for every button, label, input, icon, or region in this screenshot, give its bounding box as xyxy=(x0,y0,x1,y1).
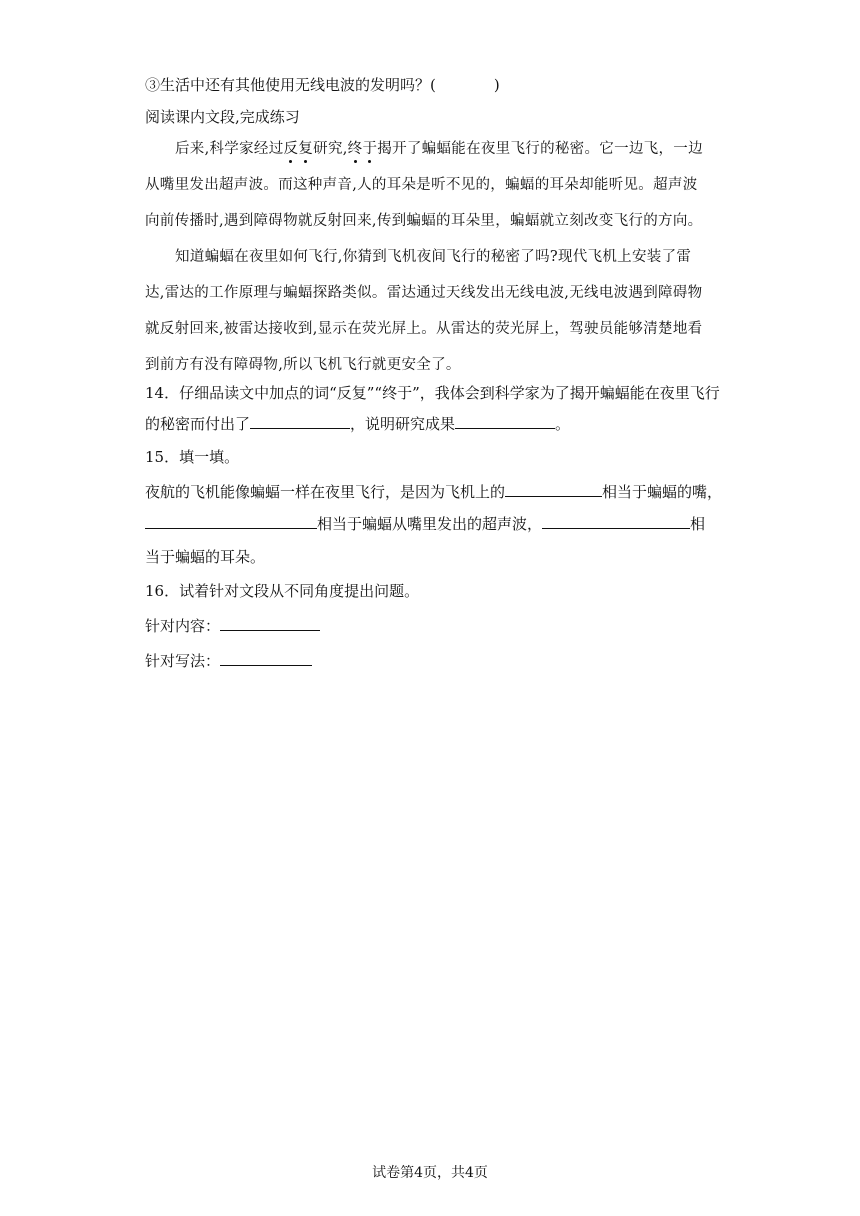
method-label: 针对写法： xyxy=(145,652,221,670)
answer-blank-5[interactable] xyxy=(542,513,690,529)
question-13-3-close: ) xyxy=(493,76,500,94)
answer-blank-1[interactable] xyxy=(250,413,350,429)
question-14-line2 xyxy=(145,413,570,434)
question-text: 相当于蝙蝠的嘴， xyxy=(602,483,723,501)
question-15-line3: 当于蝙蝠的耳朵。 xyxy=(145,548,266,566)
passage-text: 揭开了蝙蝠能在夜里飞行的秘密。它一边飞，一边 xyxy=(377,141,703,157)
dotted-char-fan: 反 xyxy=(283,141,299,157)
answer-blank-2[interactable] xyxy=(455,413,555,429)
question-15-title: 15．填一填。 xyxy=(145,448,240,466)
question-15-line2 xyxy=(145,513,705,534)
passage-p1-line1 xyxy=(175,139,703,159)
question-16-content xyxy=(145,615,320,636)
dotted-char-yu: 于 xyxy=(362,141,378,157)
question-text: 的秘密而付出了 xyxy=(145,415,251,433)
question-text: 相当于蝙蝠从嘴里发出的超声波， xyxy=(317,515,543,533)
passage-p2-line1: 知道蝙蝠在夜里如何飞行,你猜到飞机夜间飞行的秘密了吗?现代飞机上安装了雷 xyxy=(175,249,692,265)
question-15-line1 xyxy=(145,481,722,502)
question-text: ，说明研究成果 xyxy=(350,415,456,433)
passage-text: 研究, xyxy=(313,141,348,157)
question-text: 相 xyxy=(690,515,706,533)
dotted-char-fu: 复 xyxy=(298,141,314,157)
passage-p1-line3: 向前传播时,遇到障碍物就反射回来,传到蝙蝠的耳朵里，蝙蝠就立刻改变飞行的方向。 xyxy=(145,213,703,229)
question-text: 。 xyxy=(555,415,571,433)
content-label: 针对内容： xyxy=(145,617,221,635)
passage-p2-line4: 到前方有没有障碍物,所以飞机飞行就更安全了。 xyxy=(145,357,461,373)
passage-p2-line2: 达,雷达的工作原理与蝙蝠探路类似。雷达通过天线发出无线电波,无线电波遇到障碍物 xyxy=(145,285,703,301)
dotted-char-zhong: 终 xyxy=(347,141,363,157)
answer-blank-4[interactable] xyxy=(145,513,317,529)
reading-instruction: 阅读课内文段,完成练习 xyxy=(145,108,300,126)
passage-p2-line3: 就反射回来,被雷达接收到,显示在荧光屏上。从雷达的荧光屏上，驾驶员能够清楚地看 xyxy=(145,321,703,337)
answer-blank-3[interactable] xyxy=(505,481,602,497)
question-13-3-text: ③生活中还有其他使用无线电波的发明吗？( xyxy=(145,76,436,94)
question-13-3 xyxy=(145,75,500,95)
passage-p1-line2: 从嘴里发出超声波。而这种声音,人的耳朵是听不见的，蝙蝠的耳朵却能听见。超声波 xyxy=(145,177,698,193)
question-16-title: 16．试着针对文段从不同角度提出问题。 xyxy=(145,582,420,600)
question-14-line1: 14．仔细品读文中加点的词“反复”“终于”，我体会到科学家为了揭开蝙蝠能在夜里飞行 xyxy=(145,384,720,402)
question-text: 夜航的飞机能像蝙蝠一样在夜里飞行，是因为飞机上的 xyxy=(145,483,506,501)
passage-text: 后来,科学家经过 xyxy=(175,141,284,157)
question-16-method xyxy=(145,650,312,671)
page-footer: 试卷第4页，共4页 xyxy=(372,1165,488,1181)
answer-blank-7[interactable] xyxy=(220,650,312,666)
answer-blank-6[interactable] xyxy=(220,615,320,631)
